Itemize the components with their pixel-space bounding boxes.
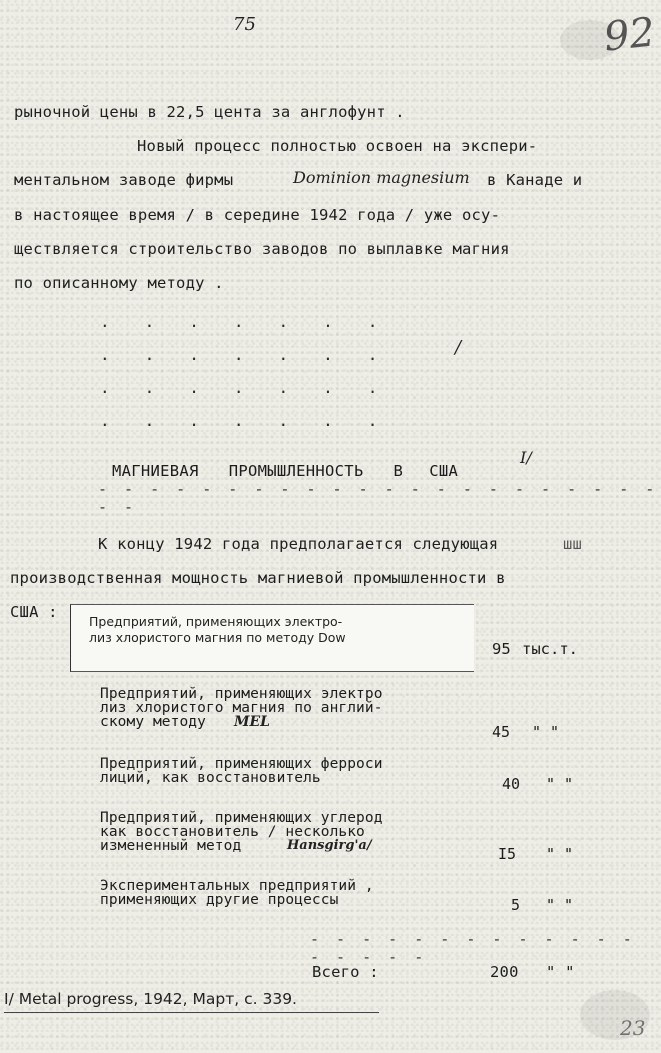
row-2-unit: " " xyxy=(532,723,560,741)
row-2-label-2: лиз хлористого магния по англий- xyxy=(100,700,383,716)
row-3-label-2: лиций, как восстановитель xyxy=(100,770,321,786)
row-3-label-1: Предприятий, применяющих ферроси xyxy=(100,756,383,772)
intro-line-3: США : xyxy=(10,603,58,621)
handwritten-company-name: Dominion magnesium xyxy=(293,168,470,187)
total-value: 200 xyxy=(490,963,519,981)
row-2-label-3: скому методу xyxy=(100,714,206,730)
section-heading: МАГНИЕВАЯ ПРОМЫШЛЕННОСТЬ В США xyxy=(112,462,459,480)
total-label: Всего : xyxy=(312,963,379,981)
row-1-value: 95 xyxy=(492,640,511,658)
row-4-handwritten-method: Hansgirg'a/ xyxy=(287,838,372,853)
heading-underline: - - - - - - - - - - - - - - - - - - - - - - - - xyxy=(98,480,659,516)
heading-footnote-mark: I/ xyxy=(520,448,532,467)
handwritten-insert-row-1: Предприятий, применяющих электро- лиз хлористого магния по методу Dow xyxy=(70,604,474,672)
ellipsis-row: ....... xyxy=(100,345,413,364)
total-separator: - - - - - - - - - - - - - - - - - - xyxy=(310,930,636,966)
ellipsis-row: ....... xyxy=(100,312,413,331)
row-5-label-2: применяющих другие процессы xyxy=(100,892,339,908)
row-4-label-2: как восстановитель / несколько xyxy=(100,824,365,840)
row-3-value: 40 xyxy=(502,775,521,793)
row-4-label-3: измененный метод xyxy=(100,838,242,854)
text-line-4: в настоящее время / в середине 1942 года / уже осу- xyxy=(14,206,501,224)
text-line-5: ществляется строительство заводов по выплавке магния xyxy=(14,240,510,258)
total-unit: " " xyxy=(546,963,575,981)
text-line-1: рыночной цены в 22,5 цента за англофунт . xyxy=(14,103,405,121)
row-5-value: 5 xyxy=(511,896,521,914)
struck-text: шш xyxy=(563,535,583,553)
row-5-unit: " " xyxy=(546,896,574,914)
paper-smudge xyxy=(580,990,650,1040)
row-4-label-1: Предприятий, применяющих углерод xyxy=(100,810,383,826)
paper-smudge xyxy=(560,20,620,60)
intro-line-2: производственная мощность магниевой промышленности в xyxy=(10,569,506,587)
row-5-label-1: Экспериментальных предприятий , xyxy=(100,878,374,894)
text-line-2: Новый процесс полностью освоен на экспери- xyxy=(137,137,538,155)
intro-line-1: К концу 1942 года предполагается следующая xyxy=(98,535,499,553)
ellipsis-row: ....... xyxy=(100,378,413,397)
row-3-unit: " " xyxy=(546,775,574,793)
text-line-3-end: в Канаде и xyxy=(487,171,583,189)
text-line-6: по описанному методу . xyxy=(14,274,224,292)
text-line-3: ментальном заводе фирмы xyxy=(14,171,234,189)
row-2-value: 45 xyxy=(492,723,511,741)
ellipsis-row: ....... xyxy=(100,411,413,430)
row-1-unit: тыс.т. xyxy=(522,640,578,658)
page-number: 75 xyxy=(233,14,256,35)
row-4-value: I5 xyxy=(498,845,517,863)
bottom-corner-mark: 23 xyxy=(620,1016,646,1040)
footnote-underline xyxy=(4,1012,379,1013)
row-4-unit: " " xyxy=(546,845,574,863)
stray-pen-mark: / xyxy=(455,337,462,358)
footnote: I/ Metal progress, 1942, Март, с. 339. xyxy=(4,990,297,1008)
row-2-handwritten-method: MEL xyxy=(234,714,271,730)
row-2-label-1: Предприятий, применяющих электро xyxy=(100,686,383,702)
archive-corner-mark: 92 xyxy=(601,9,658,61)
